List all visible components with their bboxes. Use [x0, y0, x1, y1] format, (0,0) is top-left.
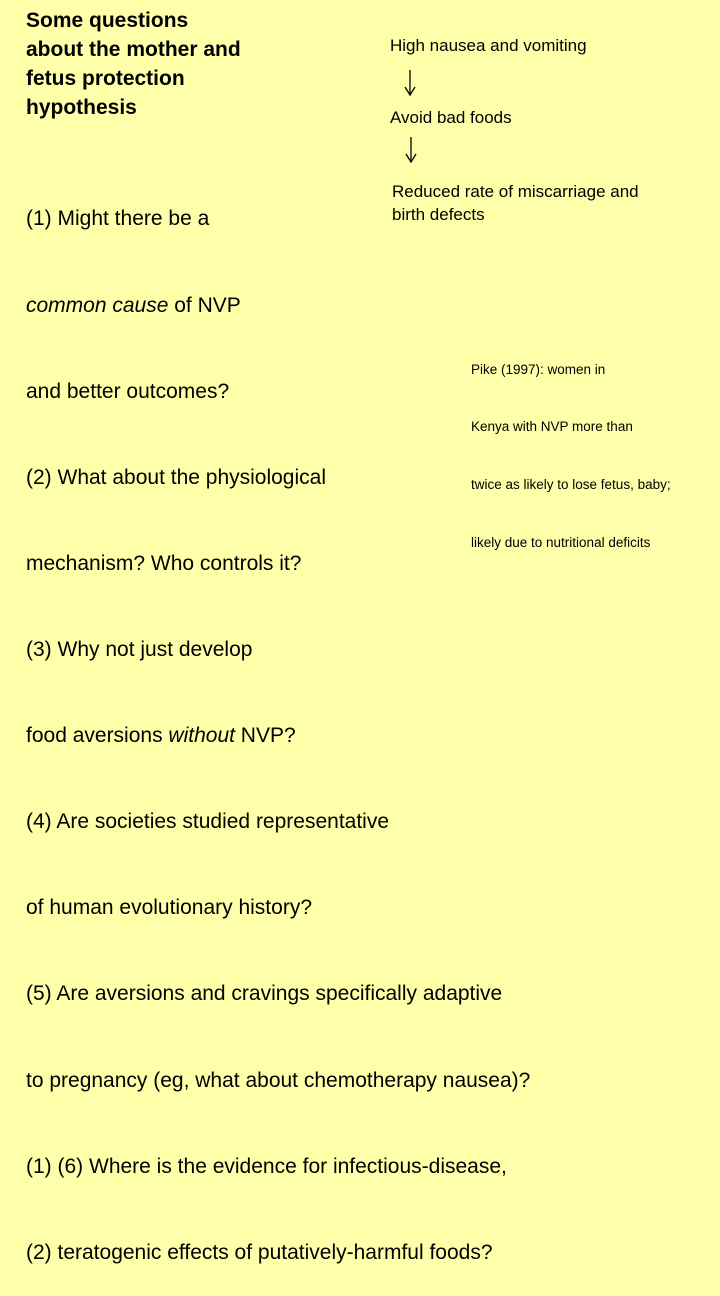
flow-step-avoid-foods: Avoid bad foods [390, 108, 512, 127]
question-line: (5) Are aversions and cravings specifically adaptive [26, 982, 503, 1006]
question-text: NVP? [234, 724, 296, 748]
title-line: hypothesis [26, 96, 137, 119]
note-line: Pike (1997): women in [471, 361, 606, 377]
question-list [26, 148, 530, 1296]
question-line: of human evolutionary history? [26, 896, 312, 920]
question-line: mechanism? Who controls it? [26, 551, 302, 575]
question-line [26, 292, 530, 321]
question-text: food aversions [26, 724, 169, 748]
down-arrow-icon [402, 70, 418, 96]
emphasis-text: common cause [26, 293, 169, 317]
emphasis-text: without [168, 724, 235, 748]
question-text: of NVP [168, 293, 241, 317]
question-line: (4) Are societies studied representative [26, 810, 390, 834]
slide-title [26, 6, 241, 122]
question-line [26, 722, 530, 751]
title-line: fetus protection [26, 67, 185, 90]
flow-line: birth defects [392, 205, 485, 224]
question-line: to pregnancy (eg, what about chemotherapy nausea)? [26, 1068, 531, 1092]
note-line: twice as likely to lose fetus, baby; [471, 477, 671, 493]
flow-line: Reduced rate of miscarriage and [392, 182, 639, 201]
question-line: (2) teratogenic effects of putatively-harmful foods? [26, 1240, 493, 1264]
question-line: and better outcomes? [26, 379, 230, 403]
note-line: likely due to nutritional deficits [471, 535, 651, 551]
question-line: (3) Why not just develop [26, 637, 253, 661]
note-line: Kenya with NVP more than [471, 419, 633, 435]
question-line: (2) What about the physiological [26, 465, 326, 489]
title-line: about the mother and [26, 38, 241, 61]
question-line: (1) (6) Where is the evidence for infectious-disease, [26, 1154, 507, 1178]
pike-study-note [471, 321, 671, 572]
question-line: (1) Might there be a [26, 207, 210, 231]
flow-step-nausea: High nausea and vomiting [390, 36, 587, 55]
title-line: Some questions [26, 9, 189, 32]
